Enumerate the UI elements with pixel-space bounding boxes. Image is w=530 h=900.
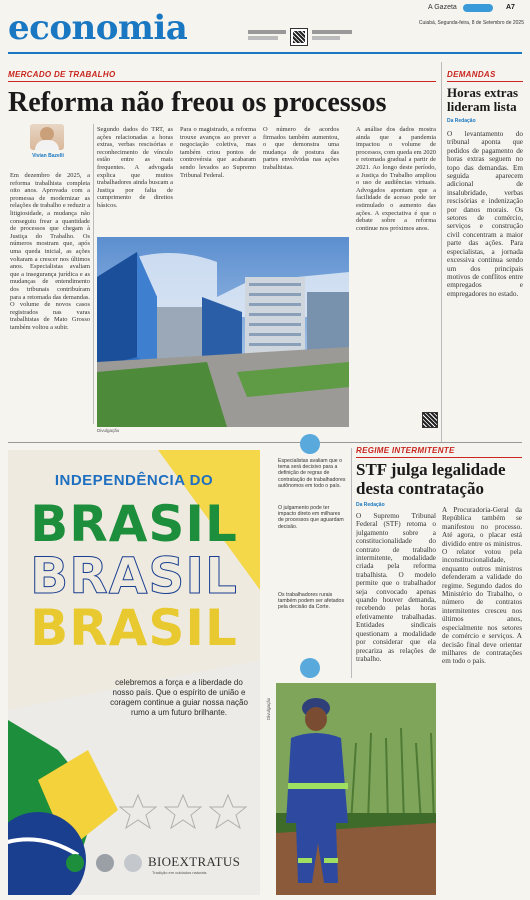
ad-seal-icon-3 <box>124 854 142 872</box>
author-caption: Vivian Bazelli <box>32 153 64 159</box>
photo-credit: Divulgação <box>97 428 120 433</box>
kicker-rule <box>8 81 436 82</box>
second-kicker-rule <box>356 457 522 458</box>
side-note-2: O julgamento pode ter impacto direto em milhares de processos que aguardam decisão. <box>278 505 344 530</box>
ad-message: celebremos a força e a liberdade do nosso país. Que o espírito de união e coragem continue a guiar nossa nação rumo a um futuro brilhante. <box>110 678 248 717</box>
ad-heading: INDEPENDÊNCIA DO <box>54 472 214 489</box>
page-number: A7 <box>506 4 515 11</box>
author-photo <box>30 124 64 150</box>
section-divider <box>8 442 522 443</box>
worker-photo-credit: Divulgação <box>266 697 271 720</box>
ad-brasil-1: BRASIL <box>30 495 238 553</box>
main-photo <box>97 237 349 427</box>
main-text-col3: Para o magistrado, a reforma trouxe avanços ao prever a negociação coletiva, mas também criou pontos de controvérsia que acabaram sendo levados ao Supremo Tribunal Federal. <box>180 126 256 179</box>
header-brand: A Gazeta <box>428 4 457 11</box>
second-text-col1: O Supremo Tribunal Federal (STF) retoma o julgamento sobre a constitucionalidade do contrato de trabalho intermitente, modalidade criada pela reforma trabalhista. O modelo permite que o trabalhador seja convocado apenas quando houver demanda, recebendo pelas horas efetivamente trabalhadas. Entidades sindicais questionam a modalidade por considerar que ela precariza as relações de trabalho. <box>356 512 436 663</box>
main-text-col1: Em dezembro de 2025, a reforma trabalhista completa oito anos. Aprovada com a promessa de modernizar as relações de trabalho e reduzir a litigiosidade, a mudança não conseguiu frear a quantidade de processos que chegam à Justiça do Trabalho. Os números mostram que, após uma queda inicial, as ações voltaram a crescer nos últimos anos. Especialistas avaliam que a insegurança jurídica e as mudanças de entendimento dos tribunais contribuíram para a retomada das demandas. O volume de novos casos registrados nas varas trabalhistas de Mato Grosso também voltou a subir. <box>10 172 90 331</box>
header-notice <box>248 30 286 40</box>
independence-ad <box>8 450 260 895</box>
ad-brasil-2: BRASIL <box>30 547 238 605</box>
col-divider <box>351 448 352 678</box>
side-note-1: Especialistas avaliam que o tema será decisivo para a definição de regras de contratação de trabalhadores autônomos em todo o país. <box>278 458 346 489</box>
second-kicker: REGIME INTERMITENTE <box>356 446 455 455</box>
brand-logo-icon <box>463 4 493 12</box>
section-title: economia <box>8 8 188 48</box>
ad-seal-icon <box>66 854 84 872</box>
qr-code <box>422 412 438 428</box>
sidebar-kicker: DEMANDAS <box>447 70 496 79</box>
second-text-col2: A Procuradoria-Geral da República também se manifestou no processo. Até agora, o placar está dividido entre os ministros. O relator votou pela inconstitucionalidade, enquanto outros ministros defenderam a validade do regime. Segundo dados do Ministério do Trabalho, o número de contratos intermitentes cresceu nos últimos anos, especialmente nos setores de comércio e serviços. A decisão final deve orientar milhares de contratações em todo o país. <box>442 506 522 666</box>
main-text-col2: Segundo dados do TRT, as ações relacionadas a horas extras, verbas rescisórias e reconhecimento de vínculo estão entre as mais frequentes. A advogada explica que muitos trabalhadores ainda buscam a Justiça por falta de cumprimento de direitos básicos. <box>97 126 173 209</box>
ad-sponsor-tag: Tradição em cuidados naturais <box>152 870 207 875</box>
main-headline: Reforma não freou os processos <box>8 87 387 118</box>
main-kicker: MERCADO DE TRABALHO <box>8 70 116 79</box>
sidebar-kicker-rule <box>447 81 523 82</box>
main-text-col4: O número de acordos firmados também aumentou, o que demonstra uma mudança de postura das partes envolvidas nas ações trabalhistas. <box>263 126 339 171</box>
side-note-3: Os trabalhadores rurais também podem ser afetados pela decisão da Corte. <box>278 592 345 611</box>
col-divider <box>441 62 442 442</box>
farm-worker-photo <box>276 683 436 895</box>
ad-seal-icon-2 <box>96 854 114 872</box>
second-byline: Da Redação <box>356 502 385 508</box>
ad-sponsor: BIOEXTRATUS <box>148 854 241 869</box>
ad-brasil-3: BRASIL <box>30 599 238 657</box>
main-text-col5: A análise dos dados mostra ainda que a pandemia impactou o volume de processos, com queda em 2020 e retomada gradual a partir de 2021. Ao longo deste período, a Justiça do Trabalho ampliou o uso de audiências virtuais. Advogados apontam que a facilidade de acesso pode ter estimulado o aumento das ações. A expectativa é que o debate sobre a reforma continue nos próximos anos. <box>356 126 436 232</box>
second-headline: STF julga legalidade desta contratação <box>356 460 506 498</box>
date-line: Cuiabá, Segunda-feira, 8 de Setembro de 2025 <box>418 20 524 26</box>
header-notice-2 <box>312 30 352 40</box>
worker-photo <box>276 683 436 895</box>
sidebar-byline: Da Redação <box>447 118 476 124</box>
building-photo <box>97 237 349 427</box>
sidebar-headline: Horas extras lideram lista <box>447 85 519 114</box>
quote-icon <box>300 434 320 454</box>
header-rule <box>8 52 522 54</box>
header-qr-code <box>290 28 308 46</box>
col-divider <box>93 124 94 424</box>
sidebar-text: O levantamento do tribunal aponta que pedidos de pagamento de horas extras seguem no topo das demandas. Em seguida aparecem adicional de insalubridade, verbas rescisórias e indenização por danos morais. Os setores de comércio, serviços e construção civil concentram a maior parte das ações. Para especialistas, a jornada excessiva continua sendo um dos principais motivos de conflitos entre empregados e empregadores no estado. <box>447 130 523 298</box>
quote-icon <box>300 658 320 678</box>
